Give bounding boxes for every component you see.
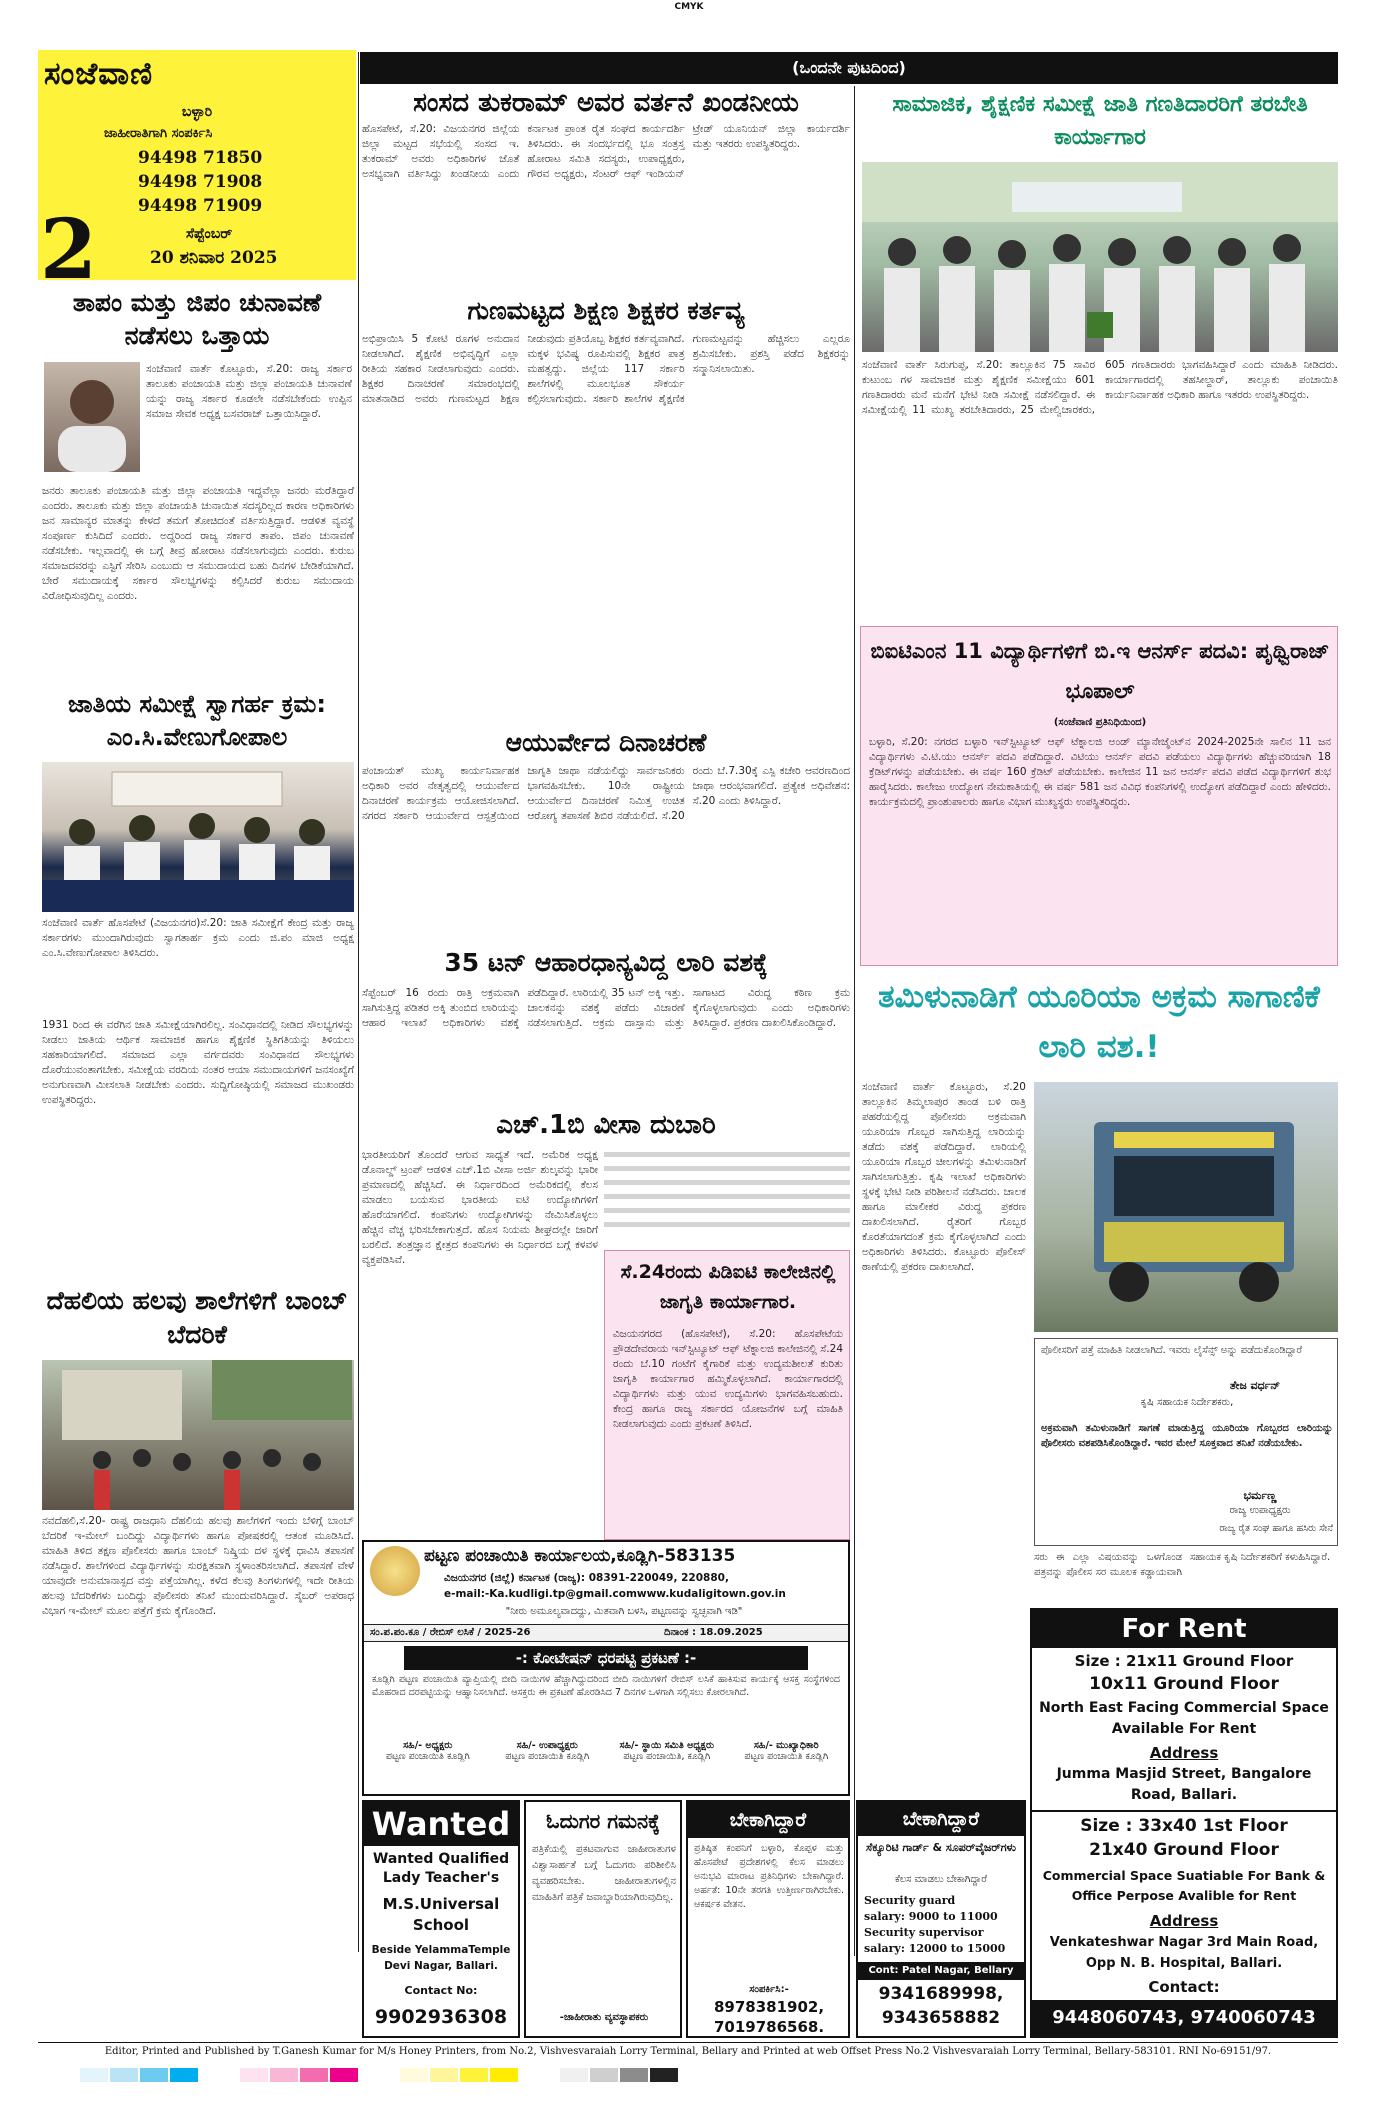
ad-rent-size-3: Size : 33x40 1st Floor (1080, 1816, 1288, 1836)
pdit-workshop-box (604, 1250, 850, 1540)
kudligi-quotation-notice (362, 1540, 850, 1796)
article-sansada-body: ಹೊಸಪೇಟೆ, ಸೆ.20: ವಿಜಯನಗರ ಜಿಲ್ಲೆಯ ಜಿಲ್ಲಾ ಮಟ್ಟದ ಸಭೆಯಲ್ಲಿ ಸಂಸದ ಇ. ತುಕರಾಮ್ ಅವರು ಅಧಿಕಾರಿಗಳ ಜೊತೆ ಅಸಭ್ಯವಾಗಿ ವರ್ತಿಸಿದ್ದು ಖಂಡನೀಯ ಎಂದು ಕರ್ನಾಟಕ ಪ್ರಾಂತ ರೈತ ಸಂಘದ ಕಾರ್ಯದರ್ಶಿ ತಿಳಿಸಿದರು. ಈ ಸಂದರ್ಭದಲ್ಲಿ ಭೂ ಸಂತ್ರಸ್ತ ಹೋರಾಟ ಸಮಿತಿ ಸದಸ್ಯರು, ಉಪಾಧ್ಯಕ್ಷರು, ಗೌರವ ಅಧ್ಯಕ್ಷರು, ಸೆಂಟರ್ ಆಫ್ ಇಂಡಿಯನ್ ಟ್ರೇಡ್ ಯೂನಿಯನ್ ಜಿಲ್ಲಾ ಕಾರ್ಯದರ್ಶಿ ಮತ್ತು ಇತರರು ಉಪಸ್ಥಿತರಿದ್ದರು. (362, 123, 850, 180)
sign-tejavardhan-role: ಕೃಷಿ ಸಹಾಯಕ ನಿರ್ದೇಶಕರು, (1140, 1397, 1234, 1408)
ad-security-line-3: Security supervisor (864, 1926, 984, 1939)
ad-rent-phones: 9448060743, 9740060743 (1032, 2000, 1336, 2036)
notice-office: ಪಟ್ಟಣ ಪಂಚಾಯಿತಿ ಕಾರ್ಯಾಲಯ,ಕೂಡ್ಲಿಗಿ-583135 (424, 1546, 736, 1566)
notice-heading: -: ಕೋಟೇಷನ್ ಧರಪಟ್ಟಿ ಪ್ರಕಟಣೆ :- (404, 1646, 808, 1670)
headline-bitm-honours: ಬಿಐಟಿಎಂನ 11 ವಿದ್ಯಾರ್ಥಿಗಳಿಗೆ ಬಿ.ಇ ಆನರ್ಸ್ ಪದವಿ: ಪೃಥ್ವಿರಾಜ್ ಭೂಪಾಲ್ (870, 639, 1330, 703)
sign-bharmanna: ಭರ್ಮಣ್ಣ (1243, 1489, 1277, 1502)
ad-security-sub: ಸೆಕ್ಯೂರಿಟಿ ಗಾರ್ಡ್ & ಸೂಪರ್‌ವೈಜರ್‌ಗಳು (865, 1841, 1017, 1854)
ad-wanted-sales (686, 1800, 850, 2038)
notice-signatures (368, 1740, 846, 1792)
article-bitm-body: ಬಳ್ಳಾರಿ, ಸೆ.20: ನಗರದ ಬಳ್ಳಾರಿ ಇನ್‌ಸ್ಟಿಟ್ಯೂಟ್ ಆಫ್ ಟೆಕ್ನಾಲಜಿ ಅಂಡ್ ಮ್ಯಾನೇಜ್ಮೆಂಟ್‌ನ 2024-2025ನೇ ಸಾಲಿನ 11 ಜನ ವಿದ್ಯಾರ್ಥಿಗಳು ವಿ.ಟಿ.ಯು ಆನರ್ಸ್ ಪದವಿ ಪಡೆದಿದ್ದಾರೆ. ವಿಟಿಯು ಆನರ್ಸ್ ಪದವಿ ಪಡೆಯಲು ವಿದ್ಯಾರ್ಥಿಗಳು ಹೆಚ್ಚುವರಿಯಾಗಿ 18 ಕ್ರೆಡಿಟ್‌ಗಳನ್ನು ಪಡೆಯಬೇಕು. ಈ ವರ್ಷ 160 ಕ್ರೆಡಿಟ್ ಪಡೆಯಬೇಕು. ಕಾಲೇಜಿನ 11 ಜನ ಆನರ್ಸ್ ಪದವಿ ಪಡೆದ ವಿದ್ಯಾರ್ಥಿಗಳಿಗೆ ಶುಭ ಹಾರೈಸಿದರು. ಕಾಲೇಜು ಉದ್ಯೋಗ ನೇಮಕಾತಿಯಲ್ಲಿ ಈ ವರ್ಷ 581 ಜನ ವಿವಿಧ ಕಂಪನಿಗಳಲ್ಲಿ ಉದ್ಯೋಗ ಪಡೆದಿದ್ದಾರೆ ಎಂದು ಹೇಳಿದರು. ಕಾರ್ಯಕ್ರಮದಲ್ಲಿ ಪ್ರಾಂಶುಪಾಲರು ಹಾಗೂ ವಿಭಾಗ ಮುಖ್ಯಸ್ಥರು ಉಪಸ್ಥಿತರಿದ್ದರು. (869, 736, 1331, 808)
ad-rent-desc-1: North East Facing Commercial Space Available For Rent (1039, 1700, 1329, 1737)
photo-seized-lorry (1034, 1082, 1338, 1332)
notice-signature: ಸಹಿ/- ಉಪಾಧ್ಯಕ್ಷರು ಪಟ್ಟಣ ಪಂಚಾಯಿತಿ ಕೂಡ್ಲಿಗಿ (505, 1740, 590, 1762)
imprint-line: Editor, Printed and Published by T.Ganesh Kumar for M/s Honey Printers, from No.2, Vishvesvaraiah Lorry Terminal, Bellary and Printed at web Offset Press No.2 Vishvesvaraiah Lorry Terminal, Bellary-583101. RNI No-69151/97. (104, 2046, 1272, 2057)
photo-survey-training (862, 162, 1338, 352)
issue-month: ಸೆಪ್ಟೆಂಬರ್ (186, 226, 233, 242)
masthead-title: ಸಂಜೆವಾಣಿ (44, 56, 154, 92)
photo-press-meet (42, 762, 354, 912)
ad-rent-contact-label: Contact: (1148, 1978, 1220, 1996)
continued-banner: (ಒಂದನೇ ಪುಟದಿಂದ) (360, 52, 1338, 84)
ad-wanted-teacher (362, 1800, 520, 2038)
ad-security-line-2: salary: 9000 to 11000 (864, 1910, 998, 1923)
ad-wanted-sub: Wanted Qualified Lady Teacher's (372, 1851, 510, 1886)
phone-1: 94498 71850 (138, 148, 263, 168)
notice-text: ಕೂಡ್ಲಿಗಿ ಪಟ್ಟಣ ಪಂಚಾಯಿತಿ ವ್ಯಾಪ್ತಿಯಲ್ಲಿ ಬೀದಿ ನಾಯಿಗಳ ಹೆಚ್ಚಾಗಿದ್ದುದರಿಂದ ಬೀದಿ ನಾಯಿಗಳಿಗೆ ರೇಬಿಸ್ ಲಸಿಕೆ ಹಾಕಿಸುವ ಕಾರ್ಯಕ್ಕೆ ಆಸಕ್ತ ಸಂಸ್ಥೆಗಳಿಂದ ಮೊಹರಾದ ದರಪಟ್ಟಿಯನ್ನು ಆಹ್ವಾನಿಸಲಾಗಿದೆ. ಆಸಕ್ತರು ಈ ಪ್ರಕಟಣೆ ಹೊರಡಿಸಿದ 7 ದಿನಗಳ ಒಳಗಾಗಿ ಸಲ್ಲಿಸಲು ಕೋರಲಾಗಿದೆ. (372, 1674, 840, 1698)
sign-bharmanna-role: ರಾಜ್ಯ ಉಪಾಧ್ಯಕ್ಷರು (1229, 1505, 1291, 1516)
bitm-honours-box (860, 626, 1338, 966)
ad-rent-size-2: 10x11 Ground Floor (1089, 1674, 1279, 1694)
cmyk-registration-mark: CMYK (674, 2, 704, 12)
article-ayurveda-body: ಪಂಚಾಯತ್ ಮುಖ್ಯ ಕಾರ್ಯನಿರ್ವಾಹಕ ಅಧಿಕಾರಿ ಅವರ ನೇತೃತ್ವದಲ್ಲಿ ಆಯುರ್ವೇದ ದಿನಾಚರಣೆ ಕಾರ್ಯಕ್ರಮ ಆಯೋಜಿಸಲಾಗಿದೆ. ನಗರದ ಸರ್ಕಾರಿ ಆಯುರ್ವೇದ ಆಸ್ಪತ್ರೆಯಿಂದ ಜಾಗೃತಿ ಜಾಥಾ ನಡೆಯಲಿದ್ದು ಸಾರ್ವಜನಿಕರು ಭಾಗವಹಿಸಬೇಕು. 10ನೇ ರಾಷ್ಟ್ರೀಯ ಆಯುರ್ವೇದ ದಿನಾಚರಣೆ ನಿಮಿತ್ತ ಉಚಿತ ಆರೋಗ್ಯ ತಪಾಸಣೆ ಶಿಬಿರ ನಡೆಯಲಿದೆ. ಸೆ.20 ರಂದು ಬೆ.7.30ಕ್ಕೆ ಎಸ್ಪಿ ಕಚೇರಿ ಆವರಣದಿಂದ ಜಾಥಾ ಆರಂಭವಾಗಲಿದೆ. ಪ್ರತ್ಯೇಕ ಅಧಿವೇಶನ: ಸೆ.20 ಎಂದು ತಿಳಿಸಿದ್ದಾರೆ. (362, 765, 850, 822)
notice-district: ವಿಜಯನಗರ (ಜಿಲ್ಲೆ) ಕರ್ನಾಟಕ (ರಾಜ್ಯ): 08391-220049, 220880, (444, 1572, 729, 1584)
headline-h1b-visa: ಎಚ್.1ಬಿ ವೀಸಾ ದುಬಾರಿ (496, 1110, 716, 1140)
article-h1b-continued (604, 1148, 850, 1246)
phone-2: 94498 71908 (138, 172, 263, 192)
phone-3: 94498 71909 (138, 196, 263, 216)
article-delhi-body: ನವದೆಹಲಿ,ಸೆ.20- ರಾಷ್ಟ್ರ ರಾಜಧಾನಿ ದೆಹಲಿಯ ಹಲವು ಶಾಲೆಗಳಿಗೆ ಇಂದು ಬೆಳಿಗ್ಗೆ ಬಾಂಬ್ ಬೆದರಿಕೆ ಇ-ಮೇಲ್ ಬಂದಿದ್ದು ವಿದ್ಯಾರ್ಥಿಗಳು ಹಾಗೂ ಪೋಷಕರಲ್ಲಿ ಆತಂಕ ಮೂಡಿಸಿದೆ. ಮಾಹಿತಿ ತಿಳಿದ ತಕ್ಷಣ ಪೊಲೀಸರು ಹಾಗೂ ಬಾಂಬ್ ನಿಷ್ಕ್ರಿಯ ದಳ ಸ್ಥಳಕ್ಕೆ ಧಾವಿಸಿ ತಪಾಸಣೆ ನಡೆಸಿದ್ದಾರೆ. ಶಾಲೆಗಳಿಂದ ವಿದ್ಯಾರ್ಥಿಗಳನ್ನು ಸುರಕ್ಷಿತವಾಗಿ ಸ್ಥಳಾಂತರಿಸಲಾಗಿದೆ. ತಪಾಸಣೆ ವೇಳೆ ಯಾವುದೇ ಅನುಮಾನಾಸ್ಪದ ವಸ್ತು ಪತ್ತೆಯಾಗಿಲ್ಲ. ಕಳೆದ ಕೆಲವು ತಿಂಗಳುಗಳಲ್ಲಿ ಇದೇ ರೀತಿಯ ಹಲವು ಬೆದರಿಕೆಗಳು ಬಂದಿದ್ದು ಪೊಲೀಸರು ತನಿಖೆ ಮುಂದುವರಿಸಿದ್ದಾರೆ. ಸೈಬರ್ ಅಪರಾಧ ವಿಭಾಗ ಇ-ಮೇಲ್ ಮೂಲ ಪತ್ತೆಗೆ ಕ್ರಮ ಕೈಗೊಂಡಿದೆ. (42, 1515, 354, 1617)
ad-security-guard (856, 1800, 1026, 2038)
article-h1b-body: ಭಾರತೀಯರಿಗೆ ತೊಂದರೆ ಆಗುವ ಸಾಧ್ಯತೆ ಇದೆ. ಅಮೆರಿಕ ಅಧ್ಯಕ್ಷ ಡೊನಾಲ್ಡ್ ಟ್ರಂಪ್ ಆಡಳಿತ ಎಚ್.1ಬಿ ವೀಸಾ ಅರ್ಜಿ ಶುಲ್ಕವನ್ನು ಭಾರೀ ಪ್ರಮಾಣದಲ್ಲಿ ಹೆಚ್ಚಿಸಿದೆ. ಈ ನಿರ್ಧಾರದಿಂದ ಅಮೆರಿಕದಲ್ಲಿ ಕೆಲಸ ಮಾಡಲು ಬಯಸುವ ಭಾರತೀಯ ಐಟಿ ಉದ್ಯೋಗಿಗಳಿಗೆ ಹೊರೆಯಾಗಲಿದೆ. ಕಂಪನಿಗಳು ಉದ್ಯೋಗಿಗಳನ್ನು ನೇಮಿಸಿಕೊಳ್ಳಲು ಹೆಚ್ಚಿನ ವೆಚ್ಚ ಭರಿಸಬೇಕಾಗುತ್ತದೆ. ಹೊಸ ನಿಯಮ ಶೀಘ್ರದಲ್ಲೇ ಜಾರಿಗೆ ಬರಲಿದೆ. ತಂತ್ರಜ್ಞಾನ ಕ್ಷೇತ್ರದ ಕಂಪನಿಗಳು ಈ ನಿರ್ಧಾರದ ಬಗ್ಗೆ ಕಳವಳ ವ್ಯಕ್ತಪಡಿಸಿವೆ. (362, 1149, 598, 1266)
ad-wanted-contact-label: Contact No: (404, 1984, 478, 1997)
ad-rent-title: For Rent (1032, 1610, 1336, 1648)
headline-35-ton-lorry: 35 ಟನ್ ಆಹಾರಧಾನ್ಯವಿದ್ದ ಲಾರಿ ವಶಕ್ಕೆ (444, 948, 768, 977)
ad-wanted-school: M.S.Universal School (382, 1895, 500, 1934)
ad-security-phone-1: 9341689998, (878, 1984, 1004, 2004)
ad-readers-notice (524, 1800, 682, 2038)
article-pdit-body: ವಿಜಯನಗರದ (ಹೊಸಪೇಟೆ), ಸೆ.20: ಹೊಸಪೇಟೆಯ ಪ್ರೌಡದೇವರಾಯ ಇನ್‌ಸ್ಟಿಟ್ಯೂಟ್ ಆಫ್ ಟೆಕ್ನಾಲಜಿ ಕಾಲೇಜಿನಲ್ಲಿ ಸೆ.24 ರಂದು ಬೆ.10 ಗಂಟೆಗೆ ಕೈಗಾರಿಕೆ ಮತ್ತು ಉದ್ಯಮಶೀಲತೆ ಕುರಿತು ಜಾಗೃತಿ ಕಾರ್ಯಾಗಾರ ಹಮ್ಮಿಕೊಳ್ಳಲಾಗಿದೆ. ಕಾರ್ಯಾಗಾರದಲ್ಲಿ ವಿದ್ಯಾರ್ಥಿಗಳು ಮತ್ತು ಯುವ ಉದ್ಯಮಿಗಳು ಭಾಗವಹಿಸಬಹುದು. ಕೇಂದ್ರ ಹಾಗೂ ರಾಜ್ಯ ಸರ್ಕಾರದ ಯೋಜನೆಗಳ ಬಗ್ಗೆ ಮಾಹಿತಿ ನೀಡಲಾಗುವುದು ಎಂದು ಪ್ರಕಟಣೆ ತಿಳಿಸಿದೆ. (613, 1328, 843, 1430)
headline-pdit-workshop: ಸೆ.24ರಂದು ಪಿಡಿಐಟಿ ಕಾಲೇಜಿನಲ್ಲಿ ಜಾಗೃತಿ ಕಾರ್ಯಾಗಾರ. (620, 1261, 836, 1313)
ad-security-place: Cont: Patel Nagar, Bellary (858, 1962, 1024, 1980)
sign-tejavardhan: ತೇಜ ವರ್ಧನ್ (1229, 1379, 1281, 1392)
notice-ref: ಸಂ.ಪ.ಪಂ.ಕೂ / ರೇಬಿಸ್ ಲಸಿಕೆ / 2025-26 (370, 1627, 531, 1638)
ad-rent-address-label-2: Address (1149, 1912, 1219, 1930)
contact-label: ಜಾಹೀರಾತಿಗಾಗಿ ಸಂಪರ್ಕಿಸಿ (104, 126, 213, 141)
article-lorry-body: ಸೆಪ್ಟೆಂಬರ್ 16 ರಂದು ರಾತ್ರಿ ಅಕ್ರಮವಾಗಿ ಸಾಗಿಸುತ್ತಿದ್ದ ಪಡಿತರ ಅಕ್ಕಿ ತುಂಬಿದ ಲಾರಿಯನ್ನು ಆಹಾರ ಇಲಾಖೆ ಅಧಿಕಾರಿಗಳು ವಶಕ್ಕೆ ಪಡೆದಿದ್ದಾರೆ. ಲಾರಿಯಲ್ಲಿ 35 ಟನ್ ಅಕ್ಕಿ ಇತ್ತು. ಚಾಲಕನನ್ನು ವಶಕ್ಕೆ ಪಡೆದು ವಿಚಾರಣೆ ನಡೆಸಲಾಗುತ್ತಿದೆ. ಅಕ್ರಮ ದಾಸ್ತಾನು ಮತ್ತು ಸಾಗಾಟದ ವಿರುದ್ಧ ಕಠಿಣ ಕ್ರಮ ಕೈಗೊಳ್ಳಲಾಗುವುದು ಎಂದು ಅಧಿಕಾರಿಗಳು ತಿಳಿಸಿದ್ದಾರೆ. ಪ್ರಕರಣ ದಾಖಲಿಸಿಕೊಂಡಿದ್ದಾರೆ. (362, 987, 850, 1029)
article-tapam-lead: ಸಂಜೆವಾಣಿ ವಾರ್ತೆ ಕೊಟ್ಟೂರು, ಸೆ.20: ರಾಜ್ಯ ಸರ್ಕಾರ ತಾಲೂಕು ಪಂಚಾಯತಿ ಮತ್ತು ಜಿಲ್ಲಾ ಪಂಚಾಯತಿ ಚುನಾವಣೆ ಯನ್ನು ರಾಜ್ಯ ಸರ್ಕಾರ ಕೂಡಲೇ ನಡೆಸಬೇಕೆಂದು ಉಪ್ಪಿನ ಸಮಾಜ ಸೇವಕ ಅಧ್ಯಕ್ಷ ಬಸವರಾಜ್ ಒತ್ತಾಯಿಸಿದ್ದಾರೆ. (146, 363, 352, 420)
article-survey-body: ಸಂಜೆವಾಣಿ ವಾರ್ತೆ ಸಿರುಗುಪ್ಪ, ಸೆ.20: ತಾಲ್ಲೂಕಿನ 75 ಸಾವಿರ ಕುಟುಂಬ ಗಳ ಸಾಮಾಜಿಕ ಮತ್ತು ಶೈಕ್ಷಣಿಕ ಸಮೀಕ್ಷೆಯು 601 ಗಣತಿದಾರರು ಮನೆ ಮನೆಗೆ ಭೇಟಿ ನೀಡಿ ಸಮೀಕ್ಷೆ ನಡೆಸಲಿದ್ದಾರೆ. ಈ ಸಮೀಕ್ಷೆಯಲ್ಲಿ 11 ಮುಖ್ಯ ತರಬೇತಿದಾರರು, 25 ಮೇಲ್ವಿಚಾರಕರು, 605 ಗಣತಿದಾರರು ಭಾಗವಹಿಸಿದ್ದಾರೆ ಎಂದು ಮಾಹಿತಿ ನೀಡಿದರು. ಕಾರ್ಯಾಗಾರದಲ್ಲಿ ತಹಸೀಲ್ದಾರ್, ತಾಲ್ಲೂಕು ಪಂಚಾಯಿತಿ ಕಾರ್ಯನಿರ್ವಾಹಕ ಅಧಿಕಾರಿ ಹಾಗೂ ಇತರರು ಉಪಸ್ಥಿತರಿದ್ದರು. (862, 359, 1338, 416)
ad-readers-text: ಪತ್ರಿಕೆಯಲ್ಲಿ ಪ್ರಕಟವಾಗುವ ಜಾಹೀರಾತುಗಳ ವಿಶ್ವಾಸಾರ್ಹತೆ ಬಗ್ಗೆ ಓದುಗರು ಪರಿಶೀಲಿಸಿ ವ್ಯವಹರಿಸಬೇಕು. ಜಾಹೀರಾತುಗಳಲ್ಲಿನ ಮಾಹಿತಿಗೆ ಪತ್ರಿಕೆ ಜವಾಬ್ದಾರಿಯಾಗಿರುವುದಿಲ್ಲ. (532, 1844, 676, 1903)
ad-for-rent (1030, 1608, 1338, 2038)
headline-ayurveda-day: ಆಯುರ್ವೇದ ದಿನಾಚರಣೆ (505, 728, 707, 757)
notice-ref-row (364, 1624, 848, 1642)
notice-motto: "ನೀರು ಅಮೂಲ್ಯವಾದದ್ದು, ಮಿತವಾಗಿ ಬಳಸಿ, ಪಟ್ಟಣವನ್ನು ಸ್ವಚ್ಛವಾಗಿ ಇಡಿ" (505, 1606, 743, 1617)
ad-security-line-1: Security guard (864, 1894, 956, 1907)
ad-security-title: ಬೇಕಾಗಿದ್ದಾರೆ (858, 1802, 1024, 1836)
ad-rent-address-2: Venkateshwar Nagar 3rd Main Road, Opp N. B. Hospital, Ballari. (1049, 1935, 1319, 1971)
ad-wanted-address: Beside YelammaTemple Devi Nagar, Ballari. (371, 1944, 511, 1972)
notice-signature: ಸಹಿ/- ಮುಖ್ಯಾಧಿಕಾರಿ ಪಟ್ಟಣ ಪಂಚಾಯಿತಿ ಕೂಡ್ಲಿಗಿ (744, 1740, 829, 1762)
ad-sales-phone-2: 7019786568. (713, 2018, 825, 2036)
kudligi-emblem-icon (370, 1546, 420, 1596)
headline-urea-smuggling: ತಮಿಳುನಾಡಿಗೆ ಯೂರಿಯಾ ಅಕ್ರಮ ಸಾಗಾಣಿಕೆ ಲಾರಿ ವಶ.! (878, 979, 1320, 1065)
bitm-byline: (ಸಂಜೆವಾಣಿ ಪ್ರತಿನಿಧಿಯಿಂದ) (1053, 717, 1147, 728)
article-tapam-body: ಜನರು ತಾಲೂಕು ಪಂಚಾಯತಿ ಮತ್ತು ಜಿಲ್ಲಾ ಪಂಚಾಯತಿ ಇದ್ದವೆಲ್ಲಾ ಜನರು ಮರೆತಿದ್ದಾರೆ ಎಂದರು. ತಾಲೂಕು ಮತ್ತು ಜಿಲ್ಲಾ ಪಂಚಾಯತಿ ಚುನಾಯಿತ ಸದಸ್ಯರಿಲ್ಲದ ಕಾರಣ ಅಧಿಕಾರಿಗಳು ಜನ ಸಾಮಾನ್ಯರ ಮಾತನ್ನು ಕೇಳದೆ ತಮಗೆ ತೋಚಿದಂತೆ ವರ್ತಿಸುತ್ತಿದ್ದಾರೆ. ಆಡಳಿತ ವ್ಯವಸ್ಥೆ ಸಂಪೂರ್ಣ ಕುಸಿದಿದೆ ಎಂದರು. ಅದ್ದರಿಂದ ರಾಜ್ಯ ಸರ್ಕಾರ ತಾಪಂ. ಜಿಪಂ ಚುನಾವಣೆ ನಡೆಸಬೇಕು. ಇಲ್ಲವಾದಲ್ಲಿ ಈ ಬಗ್ಗೆ ತೀವ್ರ ಹೋರಾಟ ನಡೆಸಲಾಗುವುದು ಎಂದರು. ಕುರುಬ ಸಮಾಜದವರನ್ನು ಎಸ್ಟಿಗೆ ಸೇರಿಸಿ ಎಂಬುದು ಆ ಸಮುದಾಯದ ಬಹು ದಿನಗಳ ಬೇಡಿಕೆಯಾಗಿದೆ. ಬೇರೆ ಸಮುದಾಯಕ್ಕೆ ಸರ್ಕಾರ ಸೌಲಭ್ಯಗಳನ್ನು ಕಲ್ಪಿಸಿದರೆ ಕುರುಬ ಸಮುದಾಯ ವಿರೋಧಿಸುವುದಿಲ್ಲ ಎಂದರು. (42, 485, 354, 602)
article-caste-lead: ಸಂಜೆವಾಣಿ ವಾರ್ತೆ ಹೊಸಪೇಟೆ (ವಿಜಯನಗರ)ಸೆ.20: ಜಾತಿ ಸಮೀಕ್ಷೆಗೆ ಕೇಂದ್ರ ಮತ್ತು ರಾಜ್ಯ ಸರ್ಕಾರಗಳು ಮುಂದಾಗಿರುವುದು ಸ್ವಾಗತಾರ್ಹ ಕ್ರಮ ಎಂದು ಜಿ.ಪಂ ಮಾಜಿ ಅಧ್ಯಕ್ಷ ಎಂ.ಸಿ.ವೇಣುಗೋಪಾಲ ತಿಳಿಸಿದರು. (42, 917, 354, 959)
masthead (38, 50, 356, 280)
headline-tapam-election: ತಾಪಂ ಮತ್ತು ಜಿಪಂ ಚುನಾವಣೆ ನಡೆಸಲು ಒತ್ತಾಯ (72, 288, 322, 350)
page-number: 2 (40, 210, 98, 280)
ad-sales-title: ಬೇಕಾಗಿದ್ದಾರೆ (688, 1802, 848, 1838)
ad-sales-text: ಪ್ರತಿಷ್ಠಿತ ಕಂಪನಿಗೆ ಬಳ್ಳಾರಿ, ಕೊಪ್ಪಳ ಮತ್ತು ಹೊಸಪೇಟೆ ಪ್ರದೇಶಗಳಲ್ಲಿ ಕೆಲಸ ಮಾಡಲು ಅನುಭವಿ ಮಾರಾಟ ಪ್ರತಿನಿಧಿಗಳು ಬೇಕಾಗಿದ್ದಾರೆ. ಅರ್ಹತೆ: 10ನೇ ತರಗತಿ ಉತ್ತೀರ್ಣರಾಗಿರಬೇಕು. ಆಕರ್ಷಕ ವೇತನ. (694, 1843, 844, 1910)
ad-security-line-4: salary: 12000 to 15000 (864, 1942, 1006, 1955)
quote-raita-sangha: ಅಕ್ರಮವಾಗಿ ತಮಿಳುನಾಡಿಗೆ ಸಾಗಣೆ ಮಾಡುತ್ತಿದ್ದ ಯೂರಿಯಾ ಗೊಬ್ಬರದ ಲಾರಿಯನ್ನು ಪೊಲೀಸರು ವಶಪಡಿಸಿಕೊಂಡಿದ್ದಾರೆ. ಇವರ ಮೇಲೆ ಸೂಕ್ತವಾದ ತನಿಖೆ ನಡೆಯಬೇಕು. (1041, 1423, 1333, 1449)
headline-sansada: ಸಂಸದ ತುಕರಾಮ್ ಅವರ ವರ್ತನೆ ಖಂಡನೀಯ (413, 88, 799, 118)
headline-delhi-bomb-threat: ದೆಹಲಿಯ ಹಲವು ಶಾಲೆಗಳಿಗೆ ಬಾಂಬ್ ಬೆದರಿಕೆ (46, 1286, 348, 1349)
ad-rent-divider (1032, 1810, 1336, 1812)
notice-signature: ಸಹಿ/- ಸ್ಥಾಯಿ ಸಮಿತಿ ಅಧ್ಯಕ್ಷರು ಪಟ್ಟಣ ಪಂಚಾಯಿತಿ, ಕೂಡ್ಲಿಗಿ (619, 1740, 715, 1762)
sign-bharmanna-org: ರಾಜ್ಯ ರೈತ ಸಂಘ ಹಾಗೂ ಹಸಿರು ಸೇನೆ (1219, 1523, 1333, 1534)
ad-sales-phone-1: 8978381902, (713, 1998, 825, 2016)
notice-signature: ಸಹಿ/- ಅಧ್ಯಕ್ಷರು ಪಟ್ಟಣ ಪಂಚಾಯಿತಿ ಕೂಡ್ಲಿಗಿ (385, 1740, 470, 1762)
headline-survey-training: ಸಾಮಾಜಿಕ, ಶೈಕ್ಷಣಿಕ ಸಮೀಕ್ಷೆ ಜಾತಿ ಗಣತಿದಾರರಿಗೆ ತರಬೇತಿ ಕಾರ್ಯಾಗಾರ (892, 92, 1308, 150)
ad-security-phone-2: 9343658882 (881, 2008, 1001, 2028)
urea-trail-text: ಸರು ಈ ಎಲ್ಲಾ ವಿಷಯವನ್ನು ಒಳಗೊಂಡ ಪತ್ರವನ್ನು ಪೊಲೀಸ ಸರ ಮೂಲಕ ಕಡ್ಡಾಯವಾಗಿ ಸಹಾಯಕ ಕೃಷಿ ನಿರ್ದೇಶಕರಿಗೆ ಕಳುಹಿಸಿದ್ದಾರೆ. (1034, 1552, 1331, 1578)
urea-quote-box (1034, 1338, 1338, 1546)
photo-delhi-school (42, 1360, 354, 1510)
ad-rent-size-1: Size : 21x11 Ground Floor (1074, 1652, 1294, 1670)
ad-readers-title: ಓದುಗರ ಗಮನಕ್ಕೆ (546, 1809, 660, 1833)
color-calibration-bar (80, 2068, 1080, 2084)
ad-rent-desc-2: Commercial Space Suatiable For Bank & Office Perpose Avalible for Rent (1042, 1868, 1326, 1903)
masthead-city: ಬಳ್ಳಾರಿ (181, 104, 213, 120)
article-caste-body: 1931 ರಿಂದ ಈ ವರೆಗಿನ ಜಾತಿ ಸಮೀಕ್ಷೆಯಾಗಿರಲಿಲ್ಲ. ಸಂವಿಧಾನದಲ್ಲಿ ನೀಡಿದ ಸೌಲಭ್ಯಗಳನ್ನು ನೀಡಲು ಜಾತಿಯ ಆರ್ಥಿಕ ಸಾಮಾಜಿಕ ಹಾಗೂ ಶೈಕ್ಷಣಿಕ ಸ್ಥಿತಿಗತಿಯನ್ನು ತಿಳಿಯಲು ಸಹಕಾರಿಯಾಗಲಿದೆ. ಸಮಾಜದ ಎಲ್ಲಾ ವರ್ಗದವರು ಸಂವಿಧಾನದ ಸೌಲಭ್ಯಗಳು ದೊರೆಯುವಂತಾಗಬೇಕು. ಸಮೀಕ್ಷೆಯ ವರದಿಯ ನಂತರ ಆಯಾ ಸಮುದಾಯಗಳಿಗೆ ಜನಸಂಖ್ಯೆಗೆ ಅನುಗುಣವಾಗಿ ಮೀಸಲಾತಿ ನೀಡಬೇಕು ಎಂದರು. ಸುದ್ದಿಗೋಷ್ಠಿಯಲ್ಲಿ ಸಮಾಜದ ಮುಖಂಡರು ಉಪಸ್ಥಿತರಿದ್ದರು. (42, 1019, 354, 1106)
ad-rent-size-4: 21x40 Ground Floor (1089, 1840, 1279, 1860)
ad-wanted-title: Wanted (364, 1802, 518, 1846)
ad-readers-sign: -ಜಾಹೀರಾತು ವ್ಯವಸ್ಥಾಪಕರು (559, 2012, 649, 2023)
issue-date: 20 ಶನಿವಾರ 2025 (150, 248, 278, 268)
ad-security-sub2: ಕೆಲಸ ಮಾಡಲು ಬೇಕಾಗಿದ್ದಾರೆ (895, 1874, 987, 1885)
ad-wanted-phone: 9902936308 (374, 2006, 508, 2028)
ad-rent-address-label-1: Address (1149, 1744, 1219, 1762)
headline-quality-education: ಗುಣಮಟ್ಟದ ಶಿಕ್ಷಣ ಶಿಕ್ಷಕರ ಕರ್ತವ್ಯ (467, 296, 745, 325)
headline-caste-survey: ಜಾತಿಯ ಸಮೀಕ್ಷೆ ಸ್ವಾಗರ್ಹ ಕ್ರಮ: ಎಂ.ಸಿ.ವೇಣುಗೋಪಾಲ (68, 690, 326, 751)
notice-date: ದಿನಾಂಕ : 18.09.2025 (664, 1627, 763, 1638)
ad-rent-address-1: Jumma Masjid Street, Bangalore Road, Ballari. (1056, 1766, 1312, 1803)
ad-sales-contact-label: ಸಂಪರ್ಕಿಸಿ:- (749, 1984, 789, 1995)
article-quality-education-body: ಅಭಿಪ್ರಾಯಿಸಿ 5 ಕೋಟಿ ರೂಗಳ ಅನುದಾನ ನೀಡಲಾಗಿದೆ. ಶೈಕ್ಷಣಿಕ ಅಭಿವೃದ್ಧಿಗೆ ಎಲ್ಲಾ ರೀತಿಯ ಸಹಕಾರ ನೀಡಲಾಗುವುದು ಎಂದರು. ಶಿಕ್ಷಕರ ದಿನಾಚರಣೆ ಸಮಾರಂಭದಲ್ಲಿ ಮಾತನಾಡಿದ ಅವರು ಗುಣಮಟ್ಟದ ಶಿಕ್ಷಣ ನೀಡುವುದು ಪ್ರತಿಯೊಬ್ಬ ಶಿಕ್ಷಕರ ಕರ್ತವ್ಯವಾಗಿದೆ. ಮಕ್ಕಳ ಭವಿಷ್ಯ ರೂಪಿಸುವಲ್ಲಿ ಶಿಕ್ಷಕರ ಪಾತ್ರ ಮಹತ್ವದ್ದು. ಜಿಲ್ಲೆಯ 117 ಸರ್ಕಾರಿ ಶಾಲೆಗಳಲ್ಲಿ ಮೂಲಭೂತ ಸೌಕರ್ಯ ಕಲ್ಪಿಸಲಾಗುವುದು. ಸರ್ಕಾರಿ ಶಾಲೆಗಳ ಶೈಕ್ಷಣಿಕ ಗುಣಮಟ್ಟವನ್ನು ಹೆಚ್ಚಿಸಲು ಎಲ್ಲರೂ ಶ್ರಮಿಸಬೇಕು. ಪ್ರಶಸ್ತಿ ಪಡೆದ ಶಿಕ್ಷಕರನ್ನು ಸನ್ಮಾನಿಸಲಾಯಿತು. (362, 333, 850, 405)
article-urea-body: ಸಂಜೆವಾಣಿ ವಾರ್ತೆ ಕೊಟ್ಟೂರು, ಸೆ.20 ತಾಲ್ಲೂಕಿನ ತಿಮ್ಮಲಾಪುರ ತಾಂಡ ಬಳಿ ರಾತ್ರಿ ಪಹರೆಯಲ್ಲಿದ್ದ ಪೊಲೀಸರು ಅಕ್ರಮವಾಗಿ ಯೂರಿಯಾ ಗೊಬ್ಬರ ಸಾಗಿಸುತ್ತಿದ್ದ ಲಾರಿಯನ್ನು ತಡೆದು ವಶಕ್ಕೆ ಪಡೆದಿದ್ದಾರೆ. ಲಾರಿಯಲ್ಲಿ ಯೂರಿಯಾ ಗೊಬ್ಬರ ಚೀಲಗಳನ್ನು ತಮಿಳುನಾಡಿಗೆ ಸಾಗಿಸಲಾಗುತ್ತಿತ್ತು. ಕೃಷಿ ಇಲಾಖೆ ಅಧಿಕಾರಿಗಳು ಸ್ಥಳಕ್ಕೆ ಭೇಟಿ ನೀಡಿ ಪರಿಶೀಲನೆ ನಡೆಸಿದರು. ಚಾಲಕ ಹಾಗೂ ಮಾಲೀಕರ ವಿರುದ್ಧ ಪ್ರಕರಣ ದಾಖಲಿಸಲಾಗಿದೆ. ರೈತರಿಗೆ ಗೊಬ್ಬರ ಕೊರತೆಯಾಗದಂತೆ ಕ್ರಮ ಕೈಗೊಳ್ಳಲಾಗಿದೆ ಎಂದು ಅಧಿಕಾರಿಗಳು ತಿಳಿಸಿದರು. ಕೊಟ್ಟೂರು ಪೊಲೀಸ್ ಠಾಣೆಯಲ್ಲಿ ಪ್ರಕರಣ ದಾಖಲಾಗಿದೆ. (862, 1081, 1026, 1273)
caption-agri-officer: ಪೊಲೀಸರಿಗೆ ಪತ್ತೆ ಮಾಹಿತಿ ನೀಡಲಾಗಿದೆ. ಇವರು ಲೈಸೆನ್ಸ್ ಅನ್ನು ಪಡೆದುಕೊಂಡಿದ್ದಾರೆ (1041, 1345, 1303, 1356)
photo-person (44, 362, 140, 472)
notice-email: e-mail:-Ka.kudligi.tp@gmail.comwww.kudaligitown.gov.in (444, 1588, 786, 1600)
